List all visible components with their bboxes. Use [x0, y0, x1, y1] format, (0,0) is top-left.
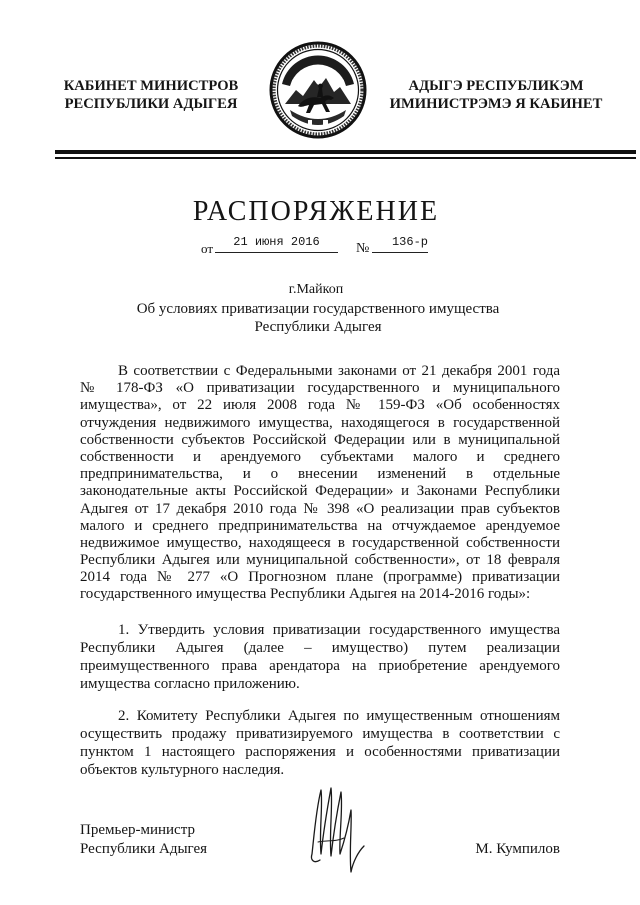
body-line: имущества согласно приложению.: [80, 676, 300, 692]
body-line: собственности и арендуемого субъектами малого и среднего: [80, 448, 560, 465]
body-line: № 178-ФЗ «О приватизации государственного и муниципального: [80, 380, 560, 397]
signatory-position: [80, 821, 207, 859]
document-subject: [0, 300, 636, 336]
document-city: г.Майкоп: [288, 282, 344, 297]
body-paragraph-item-1: [80, 621, 560, 693]
signatory-position-line: Республики Адыгея: [80, 841, 208, 857]
body-line: законодательные акты Российской Федерации» и Законами Республики: [80, 483, 560, 500]
body-line: объектов культурного наследия.: [80, 762, 285, 778]
body-line: государственного имущества Республики Адыгея на 2014-2016 годы»:: [80, 586, 531, 603]
header-right-line: АДЫГЭ РЕСПУБЛИКЭМ: [408, 78, 584, 94]
date-underline: [215, 252, 338, 253]
subject-line: Республики Адыгея: [254, 319, 382, 335]
body-paragraph-item-2: [80, 707, 560, 779]
body-line: осуществить продажу приватизируемого имущества в соответствии с: [80, 726, 560, 742]
document-date: 21 июня 2016: [233, 235, 320, 249]
body-line: 2. Комитету Республики Адыгея по имущественным отношениям: [118, 708, 560, 724]
header-divider-thin: [55, 157, 636, 159]
body-line: 2014 года № 277 «О Прогнозном плане (программе) приватизации: [80, 569, 560, 586]
signatory-position-line: Премьер-министр: [80, 822, 195, 838]
document-title: РАСПОРЯЖЕНИЕ: [192, 196, 440, 227]
body-line: отчуждения недвижимого имущества, находящегося в государственной: [80, 414, 560, 431]
date-prefix: от: [201, 241, 214, 256]
body-line: В соответствии с Федеральными законами от 21 декабря 2001 года: [118, 363, 560, 379]
header-left-issuer: [51, 77, 251, 113]
body-line: Адыгея от 17 декабря 2010 года № 398 «О реализации прав субъектов: [80, 500, 560, 517]
republic-emblem: [268, 40, 368, 140]
body-line: собственности субъектов Российской Федерации или в муниципальной: [80, 431, 560, 448]
body-line: малого и среднего предпринимательства на отчуждаемое арендуемое: [80, 517, 560, 534]
signatory-name: М. Кумпилов: [475, 841, 560, 857]
body-line: Республики Адыгея (далее – имущество) путем реализации: [80, 640, 560, 656]
body-line: 1. Утвердить условия приватизации государственного имущества: [118, 622, 560, 638]
body-line: недвижимое имущество, находящееся в государственной собственности: [80, 534, 560, 551]
number-prefix: №: [356, 241, 370, 256]
body-paragraph-preamble: [80, 363, 560, 604]
handwritten-signature: [304, 780, 376, 876]
header-right-issuer: [386, 77, 606, 113]
document-number: 136-р: [391, 235, 428, 249]
body-line: Республики Адыгея или муниципальной собственности», от 18 февраля: [80, 552, 560, 569]
header-divider-thick: [55, 150, 636, 154]
subject-line: Об условиях приватизации государственного имущества: [136, 301, 500, 317]
body-line: преимущественного права арендатора на приобретение арендуемого: [80, 658, 560, 674]
body-line: предпринимательства, и о внесении изменений в отдельные: [80, 466, 560, 483]
body-line: имущества», от 22 июля 2008 года № 159-ФЗ «Об особенностях: [80, 397, 560, 414]
body-line: пунктом 1 настоящего распоряжения и особенностями приватизации: [80, 744, 560, 760]
header-right-line: ИМИНИСТРЭМЭ Я КАБИНЕТ: [389, 96, 603, 112]
header-left-line: РЕСПУБЛИКИ АДЫГЕЯ: [64, 96, 238, 112]
number-underline: [372, 252, 428, 253]
header-left-line: КАБИНЕТ МИНИСТРОВ: [63, 78, 239, 94]
